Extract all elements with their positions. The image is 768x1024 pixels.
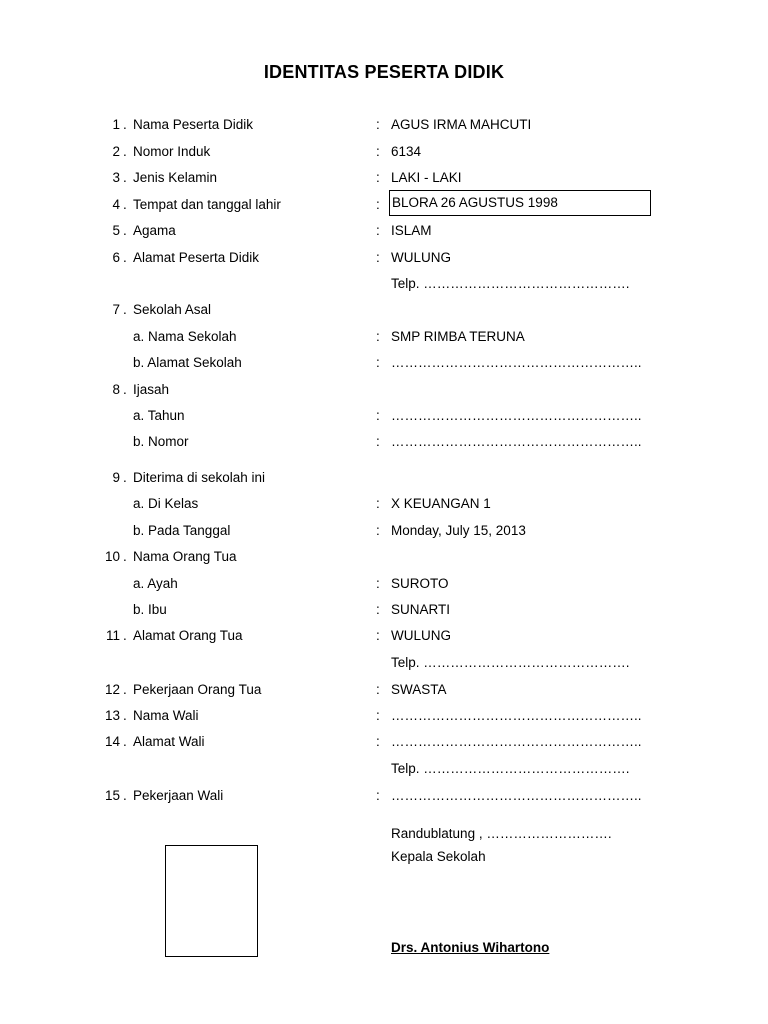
field-value: SUROTO — [391, 576, 449, 591]
row-telp-peserta — [0, 275, 768, 293]
item-dot: . — [123, 197, 127, 212]
item-number: 4 — [112, 197, 120, 212]
field-label: Tempat dan tanggal lahir — [133, 197, 281, 212]
row-ayah — [0, 575, 768, 593]
field-value: ……………………………………………….. — [391, 355, 642, 370]
row-pekerjaan-orang-tua — [0, 681, 768, 699]
colon: : — [376, 223, 380, 238]
field-label: b. Pada Tanggal — [133, 523, 231, 538]
item-number: 7 — [112, 302, 120, 317]
item-number: 6 — [112, 250, 120, 265]
row-pekerjaan-wali — [0, 787, 768, 805]
row-ijasah-nomor — [0, 433, 768, 451]
field-label: a. Tahun — [133, 408, 185, 423]
signature-name: Drs. Antonius Wihartono — [391, 940, 550, 955]
colon: : — [376, 117, 380, 132]
item-dot: . — [123, 144, 127, 159]
item-dot: . — [123, 250, 127, 265]
colon: : — [376, 682, 380, 697]
field-label: a. Nama Sekolah — [133, 329, 237, 344]
field-label: Agama — [133, 223, 176, 238]
item-dot: . — [123, 628, 127, 643]
document-title: IDENTITAS PESERTA DIDIK — [263, 62, 505, 82]
row-agama — [0, 222, 768, 240]
telp-value: Telp. ………………………………………. — [391, 276, 630, 291]
item-number: 1 — [112, 117, 120, 132]
row-pada-tanggal — [0, 522, 768, 540]
item-number: 3 — [112, 170, 120, 185]
item-number: 12 — [104, 682, 120, 697]
item-dot: . — [123, 223, 127, 238]
colon: : — [376, 355, 380, 370]
field-value: WULUNG — [391, 628, 451, 643]
item-dot: . — [123, 708, 127, 723]
item-dot: . — [123, 170, 127, 185]
row-sekolah-asal — [0, 301, 768, 319]
item-dot: . — [123, 302, 127, 317]
field-value: Monday, July 15, 2013 — [391, 523, 526, 538]
colon: : — [376, 708, 380, 723]
field-label: Nama Wali — [133, 708, 199, 723]
row-alamat-wali — [0, 733, 768, 751]
item-number: 10 — [104, 549, 120, 564]
field-label: Pekerjaan Orang Tua — [133, 682, 262, 697]
colon: : — [376, 628, 380, 643]
row-nama-wali — [0, 707, 768, 725]
field-label: b. Alamat Sekolah — [133, 355, 242, 370]
row-alamat-orang-tua — [0, 627, 768, 645]
signature-role: Kepala Sekolah — [391, 849, 486, 864]
item-dot: . — [123, 549, 127, 564]
field-label: Alamat Wali — [133, 734, 205, 749]
field-value: AGUS IRMA MAHCUTI — [391, 117, 532, 132]
item-dot: . — [123, 117, 127, 132]
item-number: 15 — [104, 788, 120, 803]
colon: : — [376, 576, 380, 591]
colon: : — [376, 602, 380, 617]
field-value: ISLAM — [391, 223, 432, 238]
colon: : — [376, 434, 380, 449]
item-number: 2 — [112, 144, 120, 159]
field-value: ……………………………………………….. — [391, 408, 642, 423]
colon: : — [376, 250, 380, 265]
item-dot: . — [123, 682, 127, 697]
row-nama-orang-tua — [0, 548, 768, 566]
colon: : — [376, 329, 380, 344]
telp-value: Telp. ………………………………………. — [391, 761, 630, 776]
item-dot: . — [123, 382, 127, 397]
field-label: a. Ayah — [133, 576, 178, 591]
field-value: LAKI - LAKI — [391, 170, 462, 185]
row-jenis-kelamin — [0, 169, 768, 187]
field-label: Sekolah Asal — [133, 302, 212, 317]
telp-value: Telp. ………………………………………. — [391, 655, 630, 670]
item-number: 13 — [104, 708, 120, 723]
field-label: Diterima di sekolah ini — [133, 470, 266, 485]
item-number: 9 — [112, 470, 120, 485]
field-value-boxed: BLORA 26 AGUSTUS 1998 — [389, 190, 651, 216]
field-label: Alamat Peserta Didik — [133, 250, 260, 265]
colon: : — [376, 523, 380, 538]
row-nomor-induk — [0, 143, 768, 161]
row-nama-peserta — [0, 116, 768, 134]
colon: : — [376, 144, 380, 159]
field-value: ……………………………………………….. — [391, 788, 642, 803]
item-dot: . — [123, 470, 127, 485]
row-diterima — [0, 469, 768, 487]
field-value: ……………………………………………….. — [391, 708, 642, 723]
colon: : — [376, 408, 380, 423]
item-number: 8 — [112, 382, 120, 397]
field-value: 6134 — [391, 144, 422, 159]
row-alamat-sekolah — [0, 354, 768, 372]
row-alamat-peserta — [0, 249, 768, 267]
row-nama-sekolah — [0, 328, 768, 346]
row-ijasah — [0, 381, 768, 399]
row-ijasah-tahun — [0, 407, 768, 425]
colon: : — [376, 496, 380, 511]
item-number: 5 — [112, 223, 120, 238]
item-dot: . — [123, 734, 127, 749]
colon: : — [376, 788, 380, 803]
field-label: Alamat Orang Tua — [133, 628, 243, 643]
row-tempat-tanggal-lahir — [0, 196, 768, 214]
field-value: X KEUANGAN 1 — [391, 496, 491, 511]
row-di-kelas — [0, 495, 768, 513]
item-dot: . — [123, 788, 127, 803]
colon: : — [376, 170, 380, 185]
field-label: b. Ibu — [133, 602, 167, 617]
field-label: b. Nomor — [133, 434, 189, 449]
item-number: 14 — [104, 734, 120, 749]
field-label: Nama Peserta Didik — [133, 117, 254, 132]
item-number: 11 — [105, 628, 120, 643]
row-telp-wali — [0, 760, 768, 778]
field-value: WULUNG — [391, 250, 451, 265]
field-label: Nomor Induk — [133, 144, 211, 159]
field-value: SWASTA — [391, 682, 447, 697]
field-value: SUNARTI — [391, 602, 451, 617]
field-label: Jenis Kelamin — [133, 170, 218, 185]
field-label: Nama Orang Tua — [133, 549, 237, 564]
row-ibu — [0, 601, 768, 619]
colon: : — [376, 197, 380, 212]
field-label: a. Di Kelas — [133, 496, 199, 511]
signature-place-date: Randublatung , ………………………. — [391, 826, 612, 841]
row-telp-orang-tua — [0, 654, 768, 672]
field-value: ……………………………………………….. — [391, 434, 642, 449]
photo-placeholder — [165, 845, 258, 957]
field-label: Ijasah — [133, 382, 170, 397]
field-value: SMP RIMBA TERUNA — [391, 329, 525, 344]
field-value: ……………………………………………….. — [391, 734, 642, 749]
colon: : — [376, 734, 380, 749]
field-label: Pekerjaan Wali — [133, 788, 224, 803]
